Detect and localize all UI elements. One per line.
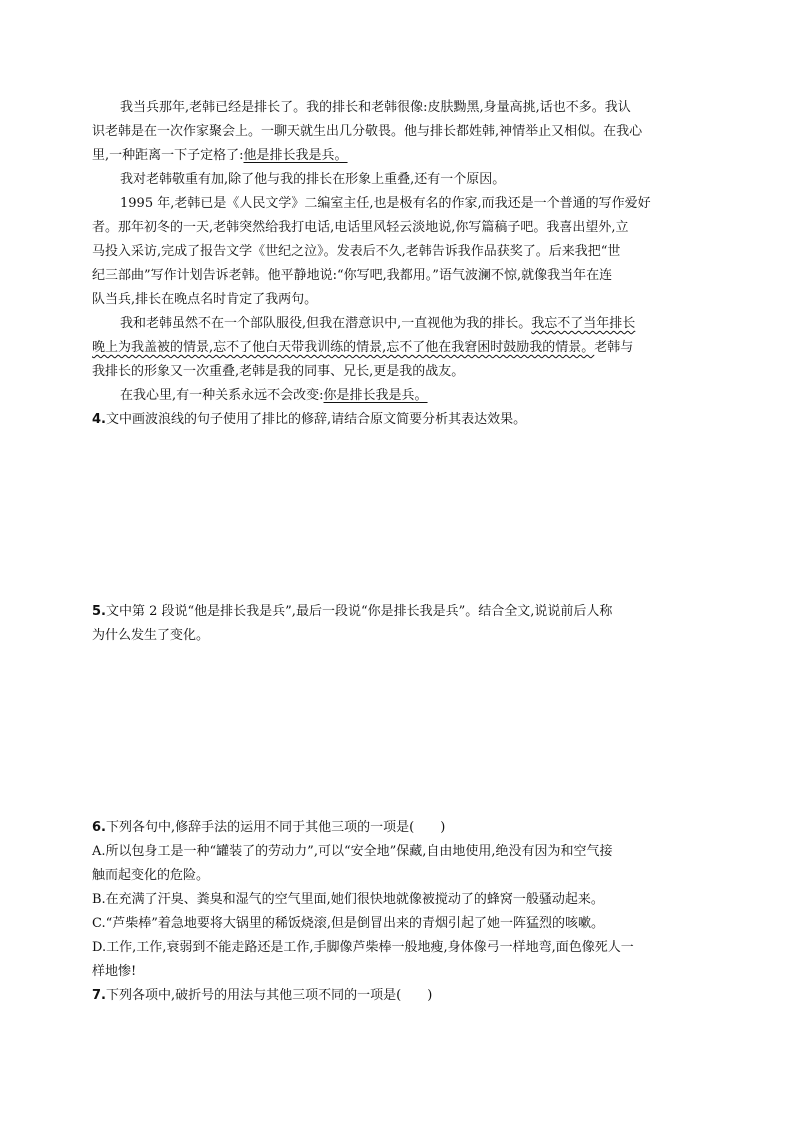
passage-line: 识老韩是在一次作家聚会上。一聊天就生出几分敬畏。他与排长都姓韩,神情举止又相似。在我心 [92,124,643,139]
option-line: D.工作,工作,衰弱到不能走路还是工作,手脚像芦柴棒一般地瘦,身体像弓一样地弯,面色像死人一 [92,940,634,955]
question-6 [92,816,704,840]
question-number: 4. [92,412,106,427]
question-text: 下列各句中,修辞手法的运用不同于其他三项的一项是( ) [105,820,446,835]
option-a [92,840,704,888]
question-number: 6. [92,820,106,835]
option-line: A.所以包身工是一种“罐装了的劳动力”,可以“安全地”保藏,自由地使用,绝没有因为和空气接 [92,844,613,859]
passage-text: 在我心里,有一种关系永远不会改变: [120,388,324,403]
passage-text: 里,一种距离一下子定格了: [92,148,244,163]
passage-line [92,384,704,408]
option-line: 样地惨! [92,964,137,979]
question-line [92,816,704,840]
passage-line: 队当兵,排长在晚点名时肯定了我两句。 [92,292,318,307]
option-line: 触而起变化的危险。 [92,868,210,883]
passage-line: 我对老韩敬重有加,除了他与我的排长在形象上重叠,还有一个原因。 [120,172,506,187]
question-line [92,408,704,432]
passage-line: 者。那年初冬的一天,老韩突然给我打电话,电话里风轻云淡地说,你写篇稿子吧。我喜出望外,立 [92,220,629,235]
question-text: 文中第 2 段说“他是排长我是兵”,最后一段说“你是排长我是兵”。结合全文,说说前后人称 [105,604,613,619]
option-b [92,888,704,912]
question-7 [92,984,704,1008]
question-line [92,600,704,624]
question-line: 为什么发生了变化。 [92,628,210,643]
passage-paragraph-2 [92,168,704,192]
wavy-sentence-start: 我忘不了当年排长 [531,316,636,331]
option-line: B.在充满了汗臭、粪臭和湿气的空气里面,她们很快地就像被搅动了的蜂窝一般骚动起来。 [92,892,604,907]
question-5 [92,600,704,648]
question-line [92,984,704,1008]
passage-paragraph-5 [92,384,704,408]
passage-text: 老韩与 [594,340,634,355]
question-number: 7. [92,988,106,1003]
passage-line [92,144,704,168]
option-c [92,912,704,936]
question-text: 下列各项中,破折号的用法与其他三项不同的一项是( ) [105,988,433,1003]
question-text: 文中画波浪线的句子使用了排比的修辞,请结合原文简要分析其表达效果。 [105,412,527,427]
question-number: 5. [92,604,106,619]
option-line: C.“芦柴棒”着急地要将大锅里的稀饭烧滚,但是倒冒出来的青烟引起了她一阵猛烈的咳嗽。 [92,916,605,931]
passage-line: 我排长的形象又一次重叠,老韩是我的同事、兄长,更是我的战友。 [92,364,465,379]
passage-line: 我当兵那年,老韩已经是排长了。我的排长和老韩很像:皮肤黝黑,身量高挑,话也不多。我认 [120,100,631,115]
passage-line [92,312,704,336]
passage-paragraph-1 [92,96,704,168]
wavy-sentence-end: 晚上为我盖被的情景,忘不了他白天带我训练的情景,忘不了他在我窘困时鼓励我的情景。 [92,340,595,355]
passage-line: 纪三部曲”写作计划告诉老韩。他平静地说:“你写吧,我都用。”语气波澜不惊,就像我当年在连 [92,268,613,283]
passage-line [92,336,704,360]
passage-paragraph-3 [92,192,704,312]
passage-line: 1995 年,老韩已是《人民文学》二编室主任,也是极有名的作家,而我还是一个普通的写作爱好 [120,196,651,211]
passage-text: 我和老韩虽然不在一个部队服役,但我在潜意识中,一直视他为我的排长。 [120,316,532,331]
passage-paragraph-4 [92,312,704,384]
underlined-sentence-1: 他是排长我是兵。 [243,148,348,163]
passage-line: 马投入采访,完成了报告文学《世纪之泣》。发表后不久,老韩告诉我作品获奖了。后来我把“世 [92,244,621,259]
option-d [92,936,704,984]
underlined-sentence-2: 你是排长我是兵。 [323,388,428,403]
question-4 [92,408,704,432]
